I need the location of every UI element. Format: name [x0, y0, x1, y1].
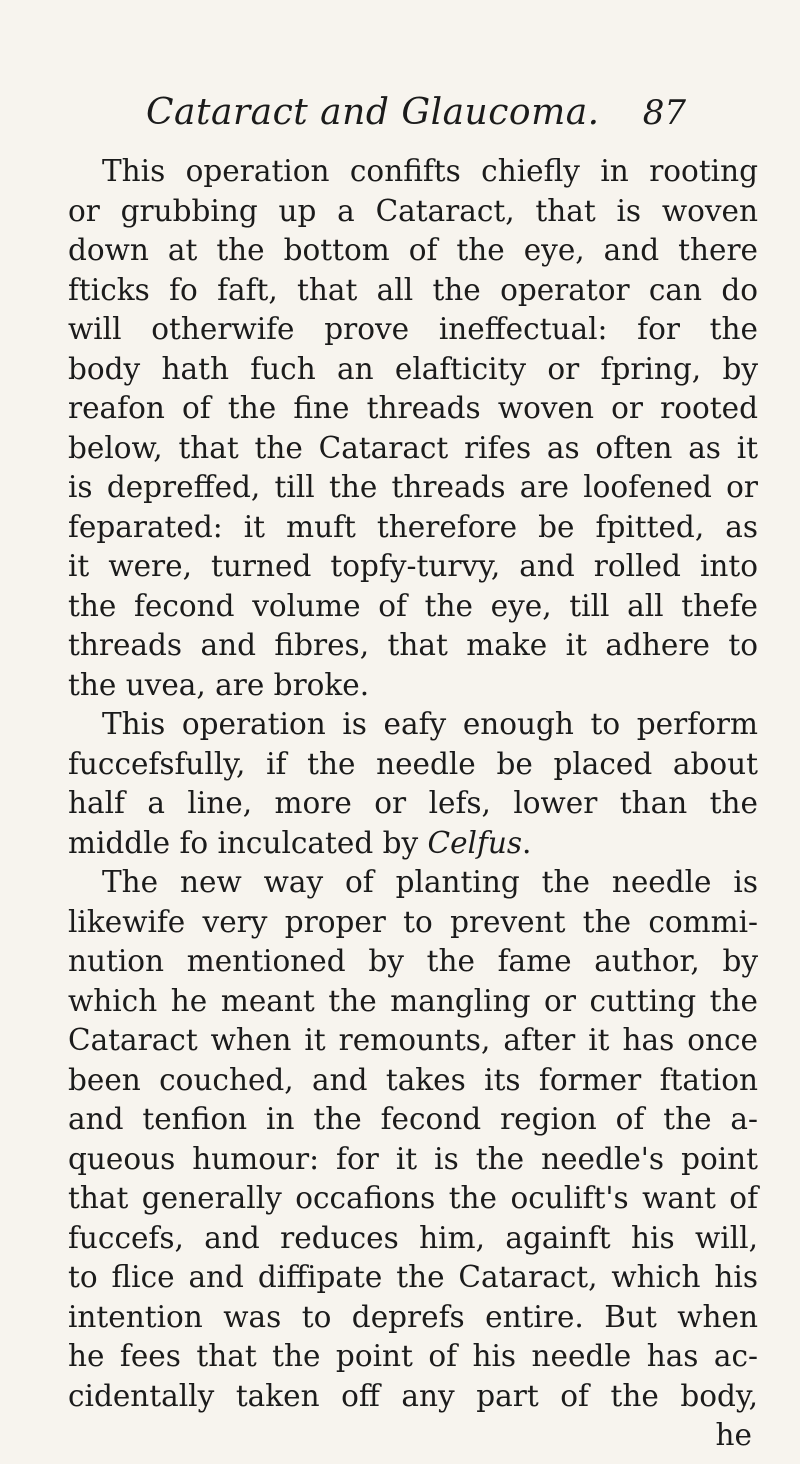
text-line: cidentally taken off any part of the body,: [68, 1378, 758, 1413]
page-number: 87: [642, 93, 686, 133]
text-line: that generally occafions the oculift's want of: [68, 1181, 758, 1215]
text-line: middle fo inculcated by Celfus.: [68, 825, 532, 860]
author-name: Celfus: [427, 825, 523, 860]
text-line: body hath fuch an elafticity or fpring, by: [68, 351, 758, 386]
text-line: it were, turned topfy-turvy, and rolled into: [68, 549, 758, 583]
text-line: This operation is eafy enough to perform: [102, 707, 758, 741]
text-line: intention was to deprefs entire. But when: [68, 1299, 758, 1334]
body-text: [68, 152, 758, 1456]
text-line: half a line, more or lefs, lower than the: [68, 786, 758, 820]
text-line: below, that the Cataract rifes as often as it: [68, 430, 758, 465]
text-line: reafon of the fine threads woven or rooted: [68, 391, 758, 425]
text-line: fuccefsfully, if the needle be placed about: [68, 746, 758, 781]
text-line: the uvea, are broke.: [68, 667, 370, 702]
text-line: will otherwife prove ineffectual: for the: [68, 312, 758, 346]
text-line: is depreffed, till the threads are loofened or: [68, 470, 758, 504]
text-line: This operation confifts chiefly in rooting: [102, 154, 758, 188]
text-line: been couched, and takes its former ftation: [68, 1062, 758, 1097]
text-line: feparated: it muft therefore be fpitted, as: [68, 509, 758, 544]
text-line: down at the bottom of the eye, and there: [68, 233, 758, 267]
text-line: queous humour: for it is the needle's point: [68, 1141, 758, 1176]
text-line: threads and fibres, that make it adhere to: [68, 628, 758, 662]
text-line: The new way of planting the needle is: [102, 865, 758, 899]
text-line: nution mentioned by the fame author, by: [68, 944, 758, 978]
page-header: [146, 92, 686, 133]
text-line: Cataract when it remounts, after it has once: [68, 1023, 758, 1057]
text-line: the fecond volume of the eye, till all thefe: [68, 588, 758, 623]
text-line: to flice and diffipate the Cataract, which his: [68, 1260, 758, 1294]
text-line: which he meant the mangling or cutting the: [68, 983, 758, 1018]
catchword: he: [715, 1418, 752, 1452]
text-line: and tenfion in the fecond region of the a-: [68, 1102, 758, 1136]
text-line: he fees that the point of his needle has ac-: [68, 1339, 758, 1373]
running-title: Cataract and Glaucoma.: [146, 92, 600, 133]
text-line: fuccefs, and reduces him, againft his will,: [68, 1220, 758, 1255]
text-line: fticks fo faft, that all the operator can do: [68, 272, 758, 307]
text-line: or grubbing up a Cataract, that is woven: [68, 193, 758, 228]
text-line: likewife very proper to prevent the commi-: [68, 904, 758, 939]
